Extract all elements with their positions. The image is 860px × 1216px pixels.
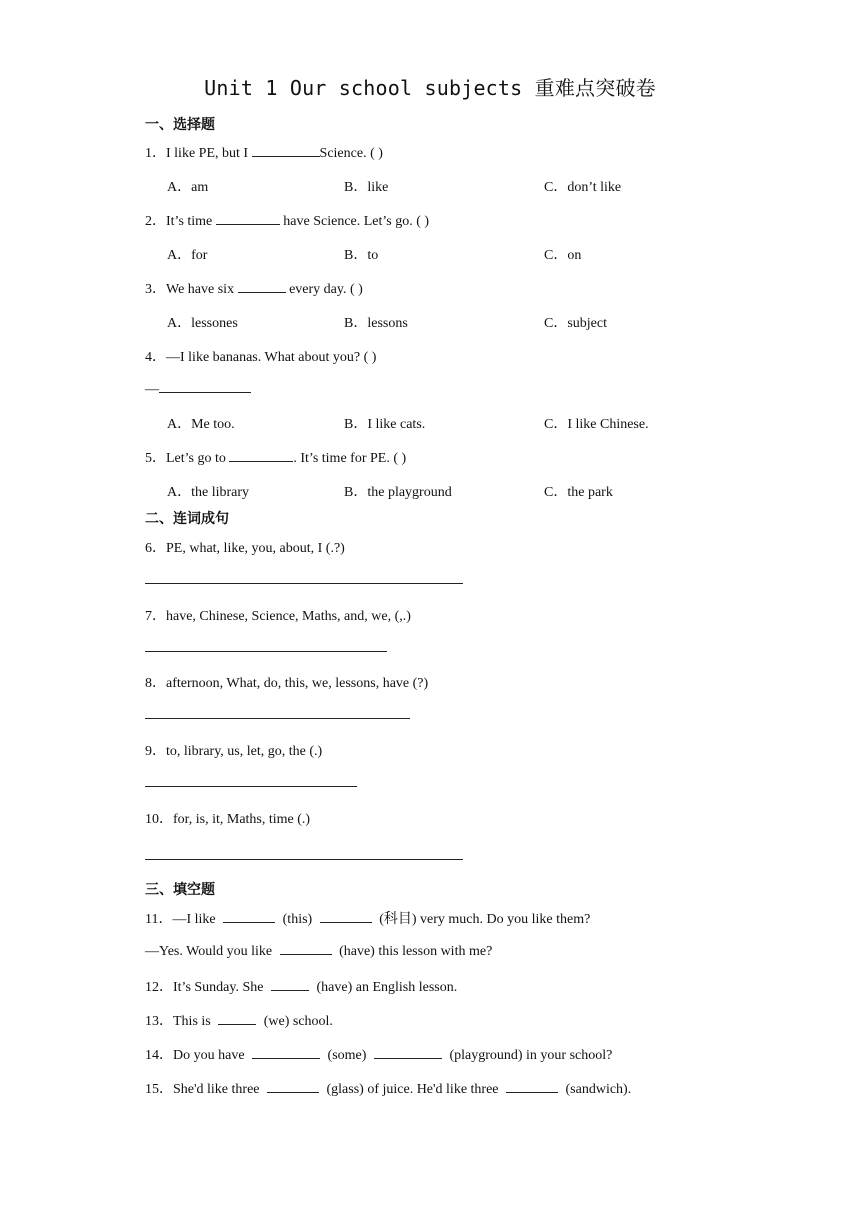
question-text: (have) an English lesson. xyxy=(316,980,458,995)
option-a[interactable]: A．Me too. xyxy=(167,417,235,432)
answer-line[interactable] xyxy=(145,859,463,860)
answer-line[interactable] xyxy=(145,786,357,787)
section-heading-fill-in: 三、填空题 xyxy=(145,882,215,898)
question-text: (glass) of juice. He'd like three xyxy=(326,1082,503,1097)
question-text: (sandwich). xyxy=(565,1082,632,1097)
question-stem: Science. ( ) xyxy=(319,146,383,161)
question-text: 14．Do you have xyxy=(145,1048,249,1063)
question-stem: have Science. Let’s go. ( ) xyxy=(279,214,430,229)
question-4 xyxy=(145,346,376,366)
page-title: Unit 1 Our school subjects 重难点突破卷 xyxy=(204,76,656,100)
question-stem: 3．We have six xyxy=(145,282,238,297)
question-3 xyxy=(145,278,363,298)
answer-line[interactable] xyxy=(145,583,463,584)
option-a[interactable]: A．am xyxy=(167,180,209,195)
question-stem: 5．Let’s go to xyxy=(145,451,230,466)
option-b[interactable]: B．lessons xyxy=(344,316,408,331)
answer-blank[interactable] xyxy=(271,978,309,991)
question-text: 13．This is xyxy=(145,1014,215,1029)
answer-blank[interactable] xyxy=(252,1046,320,1059)
question-stem: . It’s time for PE. ( ) xyxy=(293,451,407,466)
answer-blank[interactable] xyxy=(159,380,251,393)
option-b[interactable]: B．like xyxy=(344,180,389,195)
answer-line[interactable] xyxy=(145,718,410,719)
answer-blank[interactable] xyxy=(229,449,293,462)
question-text: 15．She'd like three xyxy=(145,1082,263,1097)
question-9: 9．to, library, us, let, go, the (.) xyxy=(145,744,323,759)
question-stem: 2．It’s time xyxy=(145,214,216,229)
answer-line[interactable] xyxy=(145,651,387,652)
question-text: —Yes. Would you like xyxy=(145,944,276,959)
option-a[interactable]: A．the library xyxy=(167,485,250,500)
option-a[interactable]: A．lessones xyxy=(167,316,238,331)
question-text: (this) xyxy=(282,912,316,927)
section-heading-ordering: 二、连词成句 xyxy=(145,511,229,527)
answer-blank[interactable] xyxy=(218,1012,256,1025)
question-text: (科目) very much. Do you like them? xyxy=(379,912,591,927)
option-b[interactable]: B．I like cats. xyxy=(344,417,426,432)
question-text: 11．—I like xyxy=(145,912,220,927)
option-b[interactable]: B．the playground xyxy=(344,485,452,500)
answer-blank[interactable] xyxy=(223,910,275,923)
question-8: 8．afternoon, What, do, this, we, lessons, have (?) xyxy=(145,676,429,691)
question-13 xyxy=(145,1010,333,1030)
question-14 xyxy=(145,1044,612,1064)
answer-blank[interactable] xyxy=(320,910,372,923)
question-text: (we) school. xyxy=(263,1014,333,1029)
question-7: 7．have, Chinese, Science, Maths, and, we, (,.) xyxy=(145,609,411,624)
question-6: 6．PE, what, like, you, about, I (.?) xyxy=(145,541,345,556)
question-text: (some) xyxy=(327,1048,370,1063)
option-b[interactable]: B．to xyxy=(344,248,379,263)
question-text: 12．It’s Sunday. She xyxy=(145,980,267,995)
question-10: 10．for, is, it, Maths, time (.) xyxy=(145,812,311,827)
answer-blank[interactable] xyxy=(374,1046,442,1059)
question-5 xyxy=(145,447,406,467)
option-c[interactable]: C．don’t like xyxy=(544,180,622,195)
question-11 xyxy=(145,908,590,928)
section-heading-choice: 一、选择题 xyxy=(145,117,215,133)
question-text: (have) this lesson with me? xyxy=(339,944,493,959)
question-4-reply xyxy=(145,380,251,398)
option-c[interactable]: C．the park xyxy=(544,485,613,500)
answer-blank[interactable] xyxy=(238,280,286,293)
option-a[interactable]: A．for xyxy=(167,248,208,263)
question-1 xyxy=(145,142,383,162)
question-stem: 4．—I like bananas. What about you? ( ) xyxy=(145,350,377,365)
question-stem: 1．I like PE, but I xyxy=(145,146,252,161)
option-c[interactable]: C．on xyxy=(544,248,582,263)
question-11-reply xyxy=(145,942,492,960)
option-c[interactable]: C．subject xyxy=(544,316,607,331)
question-text: (playground) in your school? xyxy=(449,1048,613,1063)
answer-blank[interactable] xyxy=(267,1080,319,1093)
question-12 xyxy=(145,976,457,996)
answer-blank[interactable] xyxy=(280,942,332,955)
question-stem: every day. ( ) xyxy=(285,282,363,297)
question-15 xyxy=(145,1078,631,1098)
question-2 xyxy=(145,210,429,230)
answer-blank[interactable] xyxy=(216,212,280,225)
reply-dash: — xyxy=(145,382,159,397)
answer-blank[interactable] xyxy=(252,144,320,157)
option-c[interactable]: C．I like Chinese. xyxy=(544,417,649,432)
answer-blank[interactable] xyxy=(506,1080,558,1093)
